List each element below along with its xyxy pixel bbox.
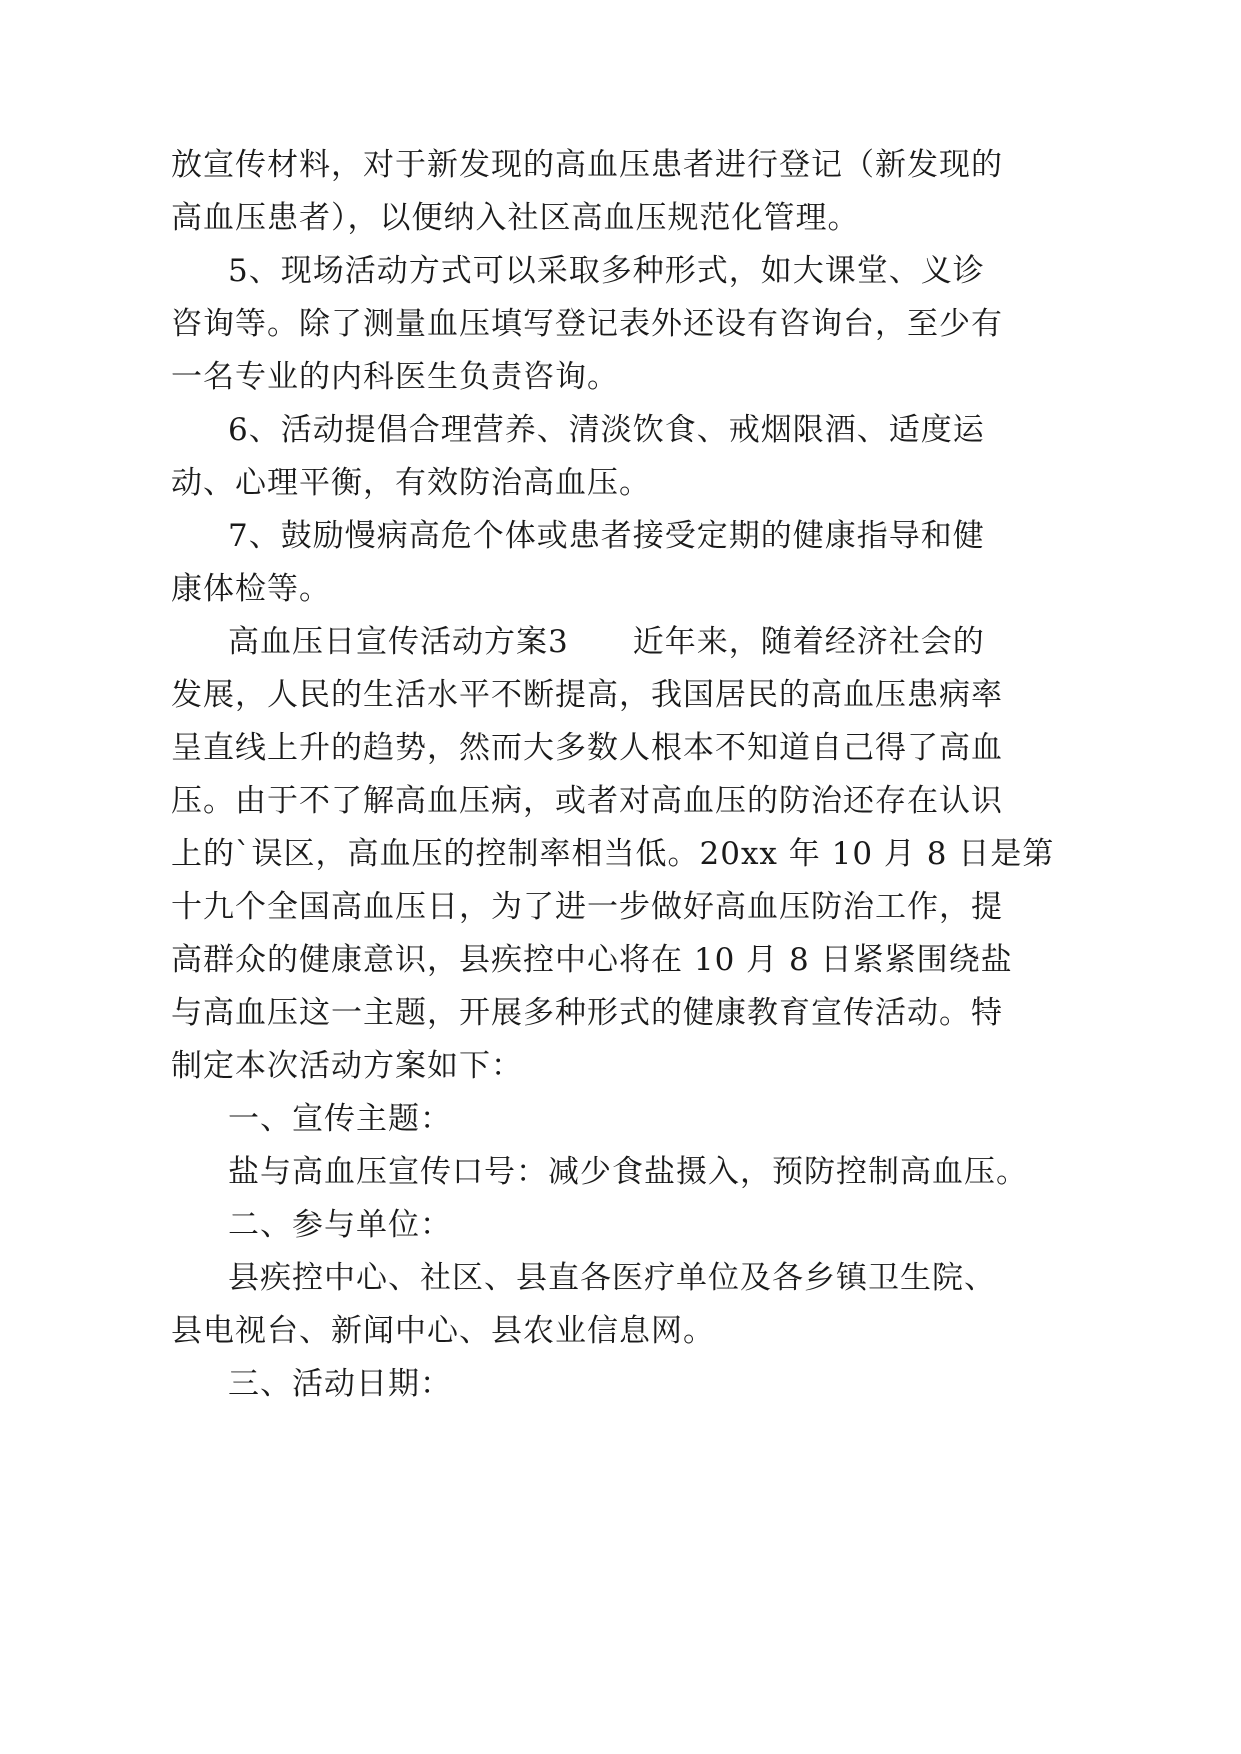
section-heading: 一、宣传主题： <box>228 1101 452 1137</box>
section-heading: 三、活动日期： <box>228 1366 452 1402</box>
text-line: 康体检等。 <box>171 571 331 607</box>
text-line: 高血压患者），以便纳入社区高血压规范化管理。 <box>171 200 860 236</box>
text-line: 6、活动提倡合理营养、清淡饮食、戒烟限酒、适度运 <box>228 412 985 448</box>
text-line: 盐与高血压宣传口号：减少食盐摄入，预防控制高血压。 <box>228 1154 1028 1190</box>
text-line: 动、心理平衡，有效防治高血压。 <box>171 465 651 501</box>
text-line: 与高血压这一主题，开展多种形式的健康教育宣传活动。特 <box>171 995 1003 1031</box>
text-line: 县电视台、新闻中心、县农业信息网。 <box>171 1313 715 1349</box>
text-line: 上的`误区，高血压的控制率相当低。20xx 年 10 月 8 日是第 <box>171 836 1055 872</box>
text-line: 县疾控中心、社区、县直各医疗单位及各乡镇卫生院、 <box>228 1260 996 1296</box>
text-line: 高群众的健康意识，县疾控中心将在 10 月 8 日紧紧围绕盐 <box>171 942 1013 978</box>
text-line: 一名专业的内科医生负责咨询。 <box>171 359 619 395</box>
text-line: 制定本次活动方案如下： <box>171 1048 523 1084</box>
text-line: 压。由于不了解高血压病，或者对高血压的防治还存在认识 <box>171 783 1003 819</box>
text-line: 发展，人民的生活水平不断提高，我国居民的高血压患病率 <box>171 677 1003 713</box>
section-title-line: 高血压日宣传活动方案3 近年来，随着经济社会的 <box>228 624 985 660</box>
text-line: 7、鼓励慢病高危个体或患者接受定期的健康指导和健 <box>228 518 985 554</box>
section-heading: 二、参与单位： <box>228 1207 452 1243</box>
text-line: 放宣传材料，对于新发现的高血压患者进行登记（新发现的 <box>171 147 1003 183</box>
text-line: 咨询等。除了测量血压填写登记表外还设有咨询台，至少有 <box>171 306 1003 342</box>
text-line: 呈直线上升的趋势，然而大多数人根本不知道自己得了高血 <box>171 730 1003 766</box>
text-line: 5、现场活动方式可以采取多种形式，如大课堂、义诊 <box>228 253 985 289</box>
text-line: 十九个全国高血压日，为了进一步做好高血压防治工作，提 <box>171 889 1003 925</box>
